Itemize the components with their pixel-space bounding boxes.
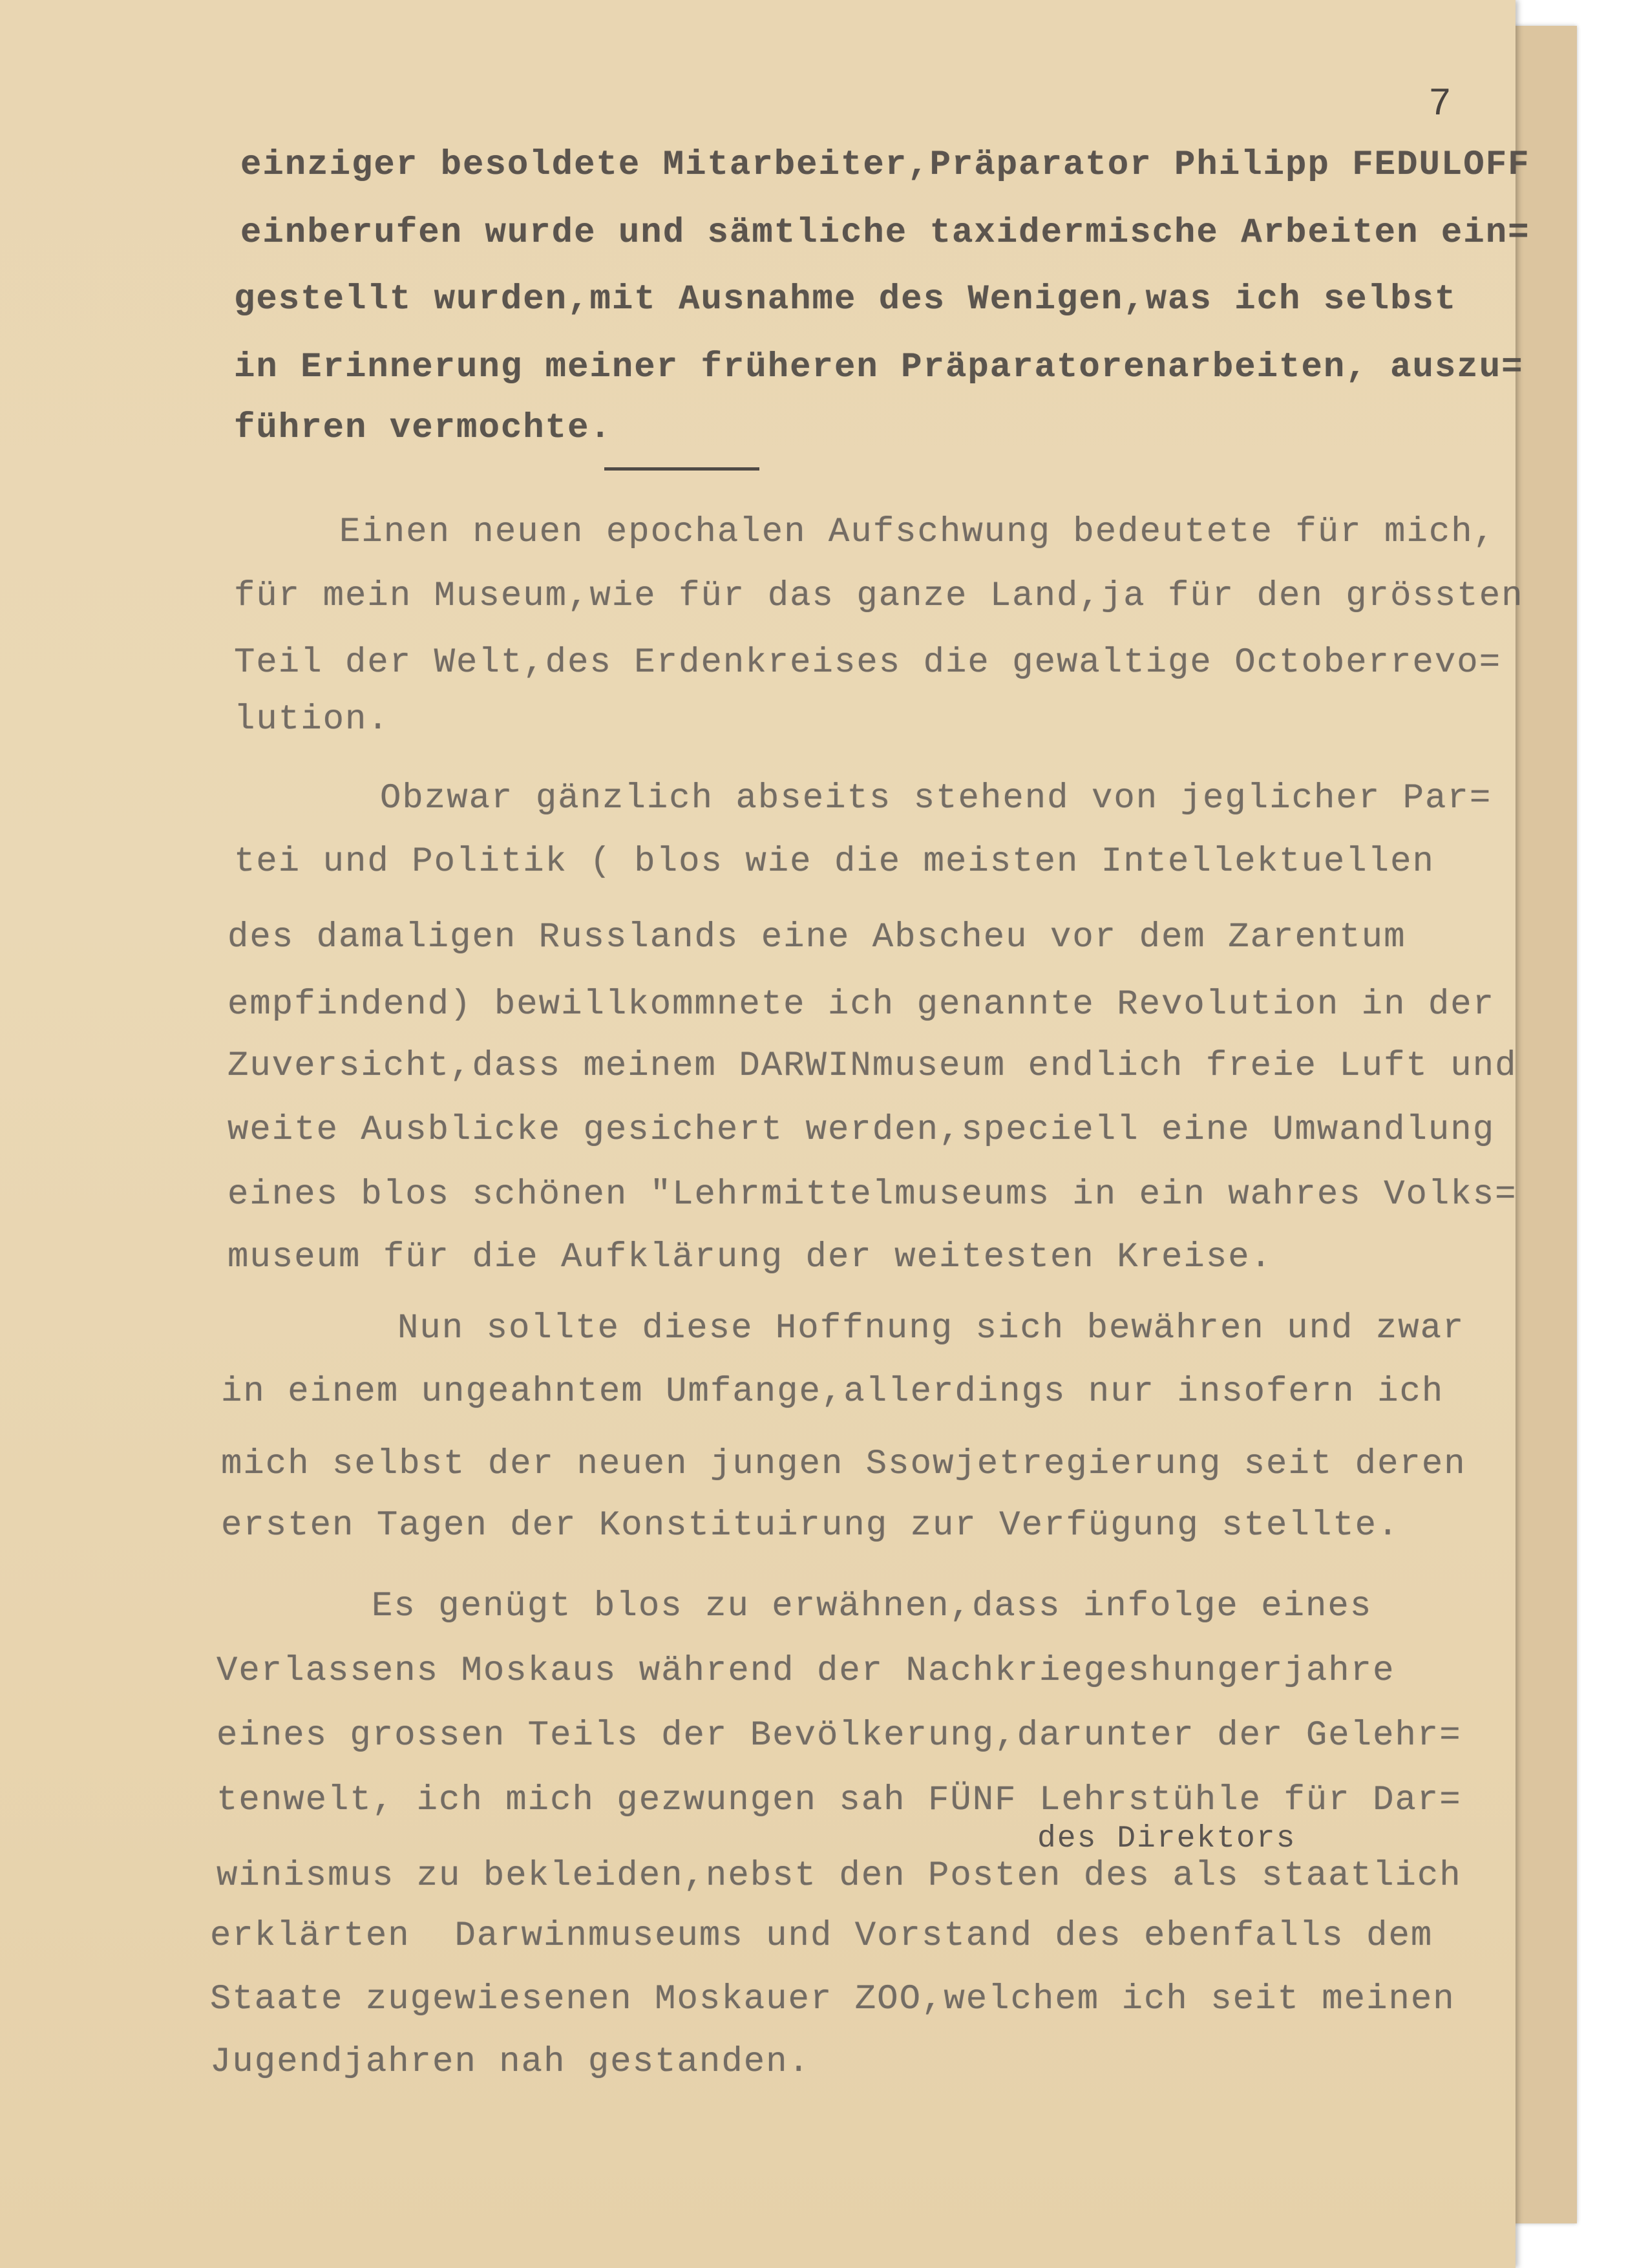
text-line: lution.: [234, 700, 390, 739]
text-line: tei und Politik ( blos wie die meisten Intellektuellen: [234, 842, 1435, 882]
text-line: erklärten Darwinmuseums und Vorstand des ebenfalls dem: [210, 1916, 1433, 1956]
handwritten-insert: des Direktors: [1037, 1821, 1296, 1856]
text-line: Einen neuen epochalen Aufschwung bedeutete für mich,: [339, 513, 1496, 552]
text-line: ersten Tagen der Konstituirung zur Verfügung stellte.: [221, 1506, 1400, 1545]
text-line: des damaligen Russlands eine Abscheu vor dem Zarentum: [227, 918, 1406, 957]
text-line: mich selbst der neuen jungen Ssowjetregierung seit deren: [221, 1445, 1466, 1484]
text-line: Es genügt blos zu erwähnen,dass infolge eines: [372, 1587, 1373, 1626]
text-line: Nun sollte diese Hoffnung sich bewähren und zwar: [397, 1309, 1465, 1348]
text-line: einberufen wurde und sämtliche taxidermische Arbeiten ein=: [240, 213, 1530, 253]
text-line: tenwelt, ich mich gezwungen sah FÜNF Lehrstühle für Dar=: [217, 1781, 1462, 1820]
text-line: führen vermochte.: [234, 408, 612, 448]
text-line: Zuversicht,dass meinem DARWINmuseum endlich freie Luft und: [227, 1046, 1517, 1086]
text-line: weite Ausblicke gesichert werden,speciell eine Umwandlung: [227, 1110, 1495, 1150]
text-line: für mein Museum,wie für das ganze Land,ja für den grössten: [234, 577, 1524, 616]
text-line: museum für die Aufklärung der weitesten Kreise.: [227, 1238, 1273, 1277]
section-divider: [604, 467, 759, 471]
text-line: in einem ungeahntem Umfange,allerdings nur insofern ich: [221, 1372, 1444, 1412]
page-number: 7: [1428, 83, 1452, 127]
text-line: Teil der Welt,des Erdenkreises die gewaltige Octoberrevo=: [234, 643, 1502, 683]
text-line: in Erinnerung meiner früheren Präparatorenarbeiten, auszu=: [234, 348, 1524, 387]
text-line: empfindend) bewillkommnete ich genannte Revolution in der: [227, 985, 1495, 1024]
text-line: winismus zu bekleiden,nebst den Posten des als staatlich: [217, 1856, 1462, 1896]
text-line: Staate zugewiesenen Moskauer ZOO,welchem ich seit meinen: [210, 1980, 1455, 2019]
text-line: gestellt wurden,mit Ausnahme des Wenigen,was ich selbst: [234, 280, 1457, 319]
text-line: einziger besoldete Mitarbeiter,Präparator Philipp FEDULOFF: [240, 145, 1530, 185]
text-line: eines blos schönen "Lehrmittelmuseums in ein wahres Volks=: [227, 1175, 1517, 1214]
text-line: Obzwar gänzlich abseits stehend von jeglicher Par=: [380, 779, 1492, 818]
text-line: Jugendjahren nah gestanden.: [210, 2042, 810, 2082]
text-line: Verlassens Moskaus während der Nachkriegeshungerjahre: [217, 1651, 1395, 1691]
text-line: eines grossen Teils der Bevölkerung,darunter der Gelehr=: [217, 1716, 1462, 1755]
